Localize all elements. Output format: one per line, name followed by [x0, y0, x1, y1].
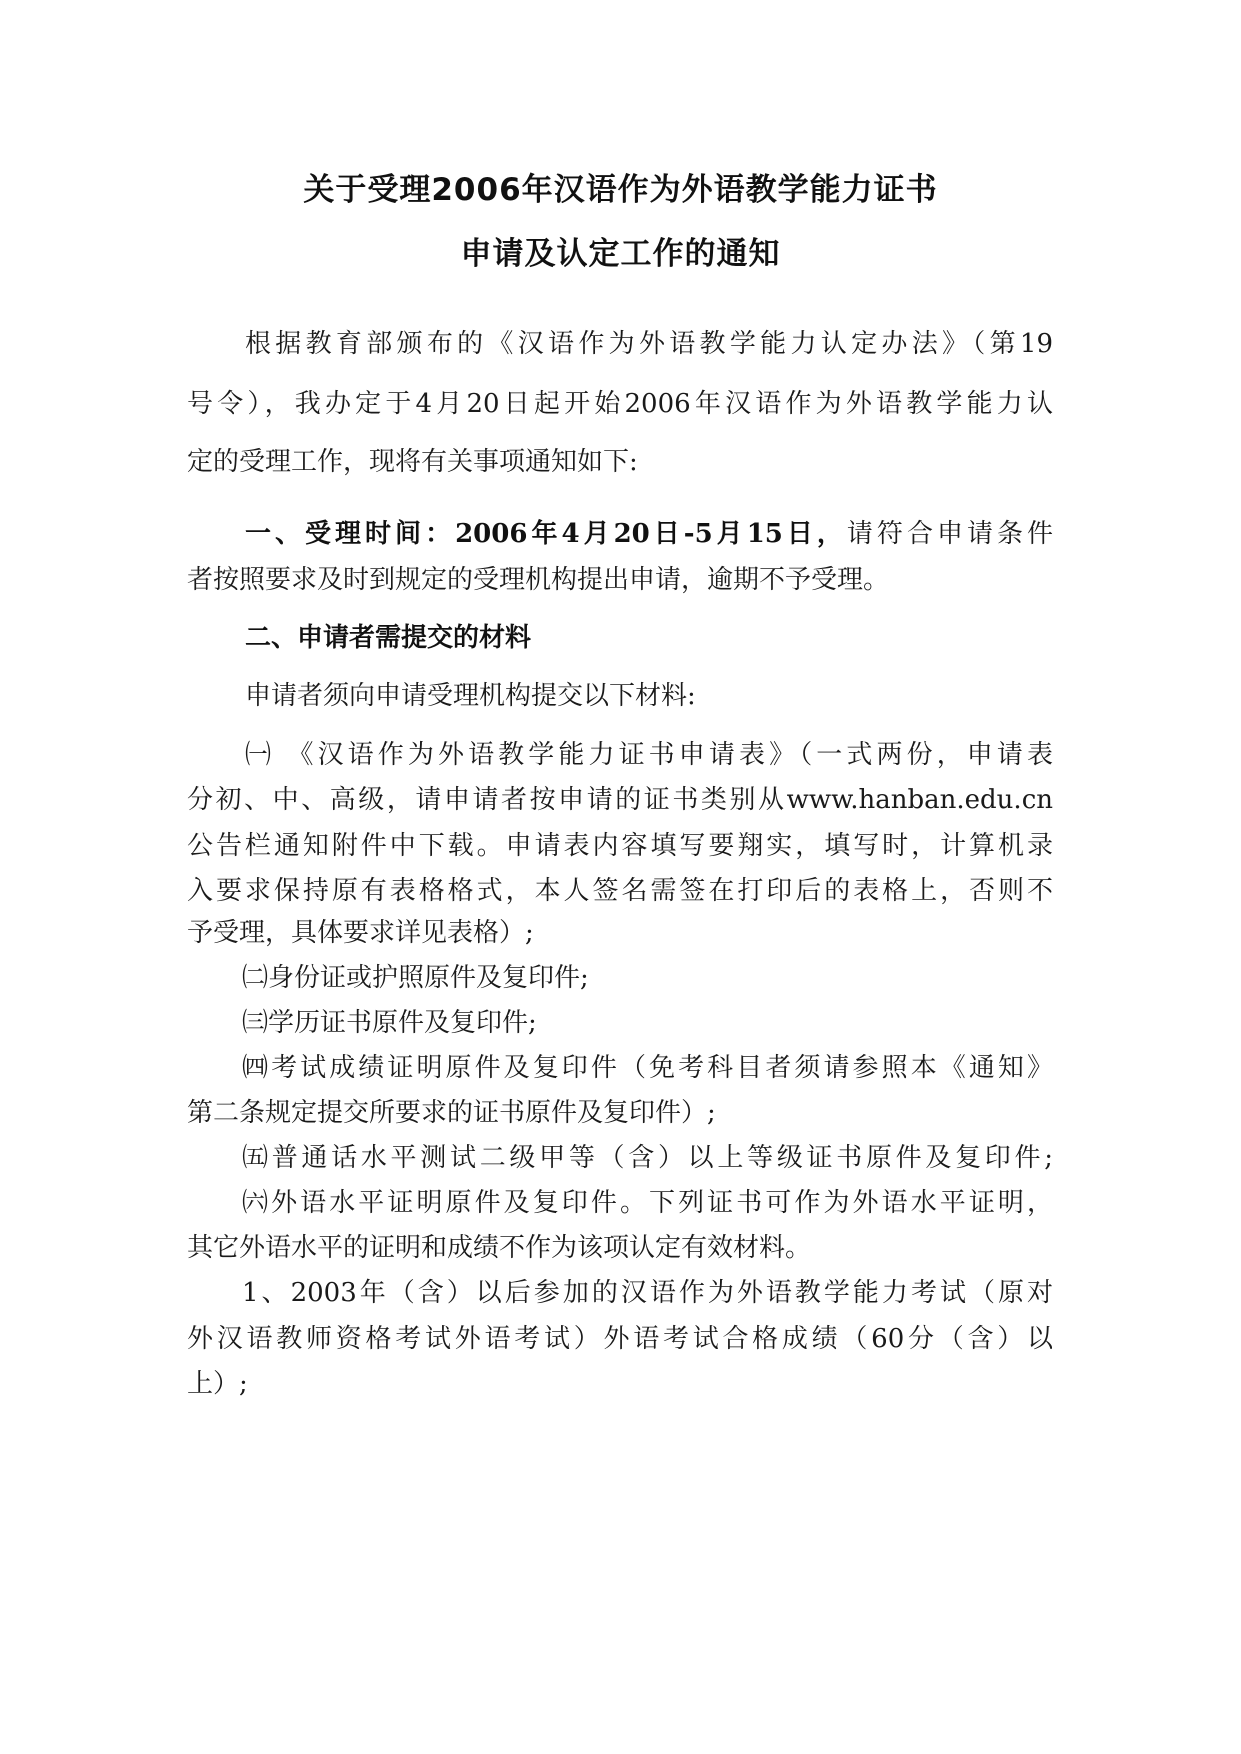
item1-line-2: 分初、中、高级，请申请者按申请的证书类别从www.hanban.edu.cn [187, 785, 1053, 815]
item2: ㈡身份证或护照原件及复印件; [242, 963, 589, 993]
section1-line-2: 者按照要求及时到规定的受理机构提出申请，逾期不予受理。 [187, 565, 890, 595]
item4-line-1: ㈣考试成绩证明原件及复印件（免考科目者须请参照本《通知》 [242, 1053, 1053, 1083]
sub1-line-2: 外汉语教师资格考试外语考试）外语考试合格成绩（60分（含）以 [187, 1324, 1053, 1354]
intro-line-3: 定的受理工作，现将有关事项通知如下: [187, 447, 638, 477]
document-title-line1: 关于受理2006年汉语作为外语教学能力证书 [303, 172, 938, 208]
item1-line-3: 公告栏通知附件中下载。申请表内容填写要翔实，填写时，计算机录 [187, 831, 1053, 861]
item6-line-1: ㈥外语水平证明原件及复印件。下列证书可作为外语水平证明， [242, 1188, 1053, 1218]
sub1-line-3: 上）; [187, 1369, 248, 1399]
item6-line-2: 其它外语水平的证明和成绩不作为该项认定有效材料。 [187, 1233, 812, 1263]
section1-heading: 一、受理时间：2006年4月20日-5月15日， [245, 519, 847, 549]
item3: ㈢学历证书原件及复印件; [242, 1008, 537, 1038]
section1-line-1 [245, 513, 1053, 550]
section2-heading: 二、申请者需提交的材料 [245, 623, 532, 653]
item1-line-5: 予受理，具体要求详见表格）; [187, 918, 534, 948]
item4-line-2: 第二条规定提交所要求的证书原件及复印件）; [187, 1098, 716, 1128]
item1-line-1: ㈠ 《汉语作为外语教学能力证书申请表》（一式两份，申请表 [245, 740, 1053, 770]
item5: ㈤普通话水平测试二级甲等（含）以上等级证书原件及复印件; [242, 1143, 1053, 1173]
item1-line-4: 入要求保持原有表格格式，本人签名需签在打印后的表格上，否则不 [187, 876, 1053, 906]
intro-line-2: 号令），我办定于4月20日起开始2006年汉语作为外语教学能力认 [187, 389, 1053, 419]
section1-line1-rest: 请符合申请条件 [846, 519, 1053, 549]
sub1-line-1: 1、2003年（含）以后参加的汉语作为外语教学能力考试（原对 [242, 1278, 1053, 1308]
intro-line-1: 根据教育部颁布的《汉语作为外语教学能力认定办法》（第19 [245, 329, 1053, 359]
document-title-line2: 申请及认定工作的通知 [460, 236, 781, 272]
section2-lead: 申请者须向申请受理机构提交以下材料: [245, 681, 696, 711]
